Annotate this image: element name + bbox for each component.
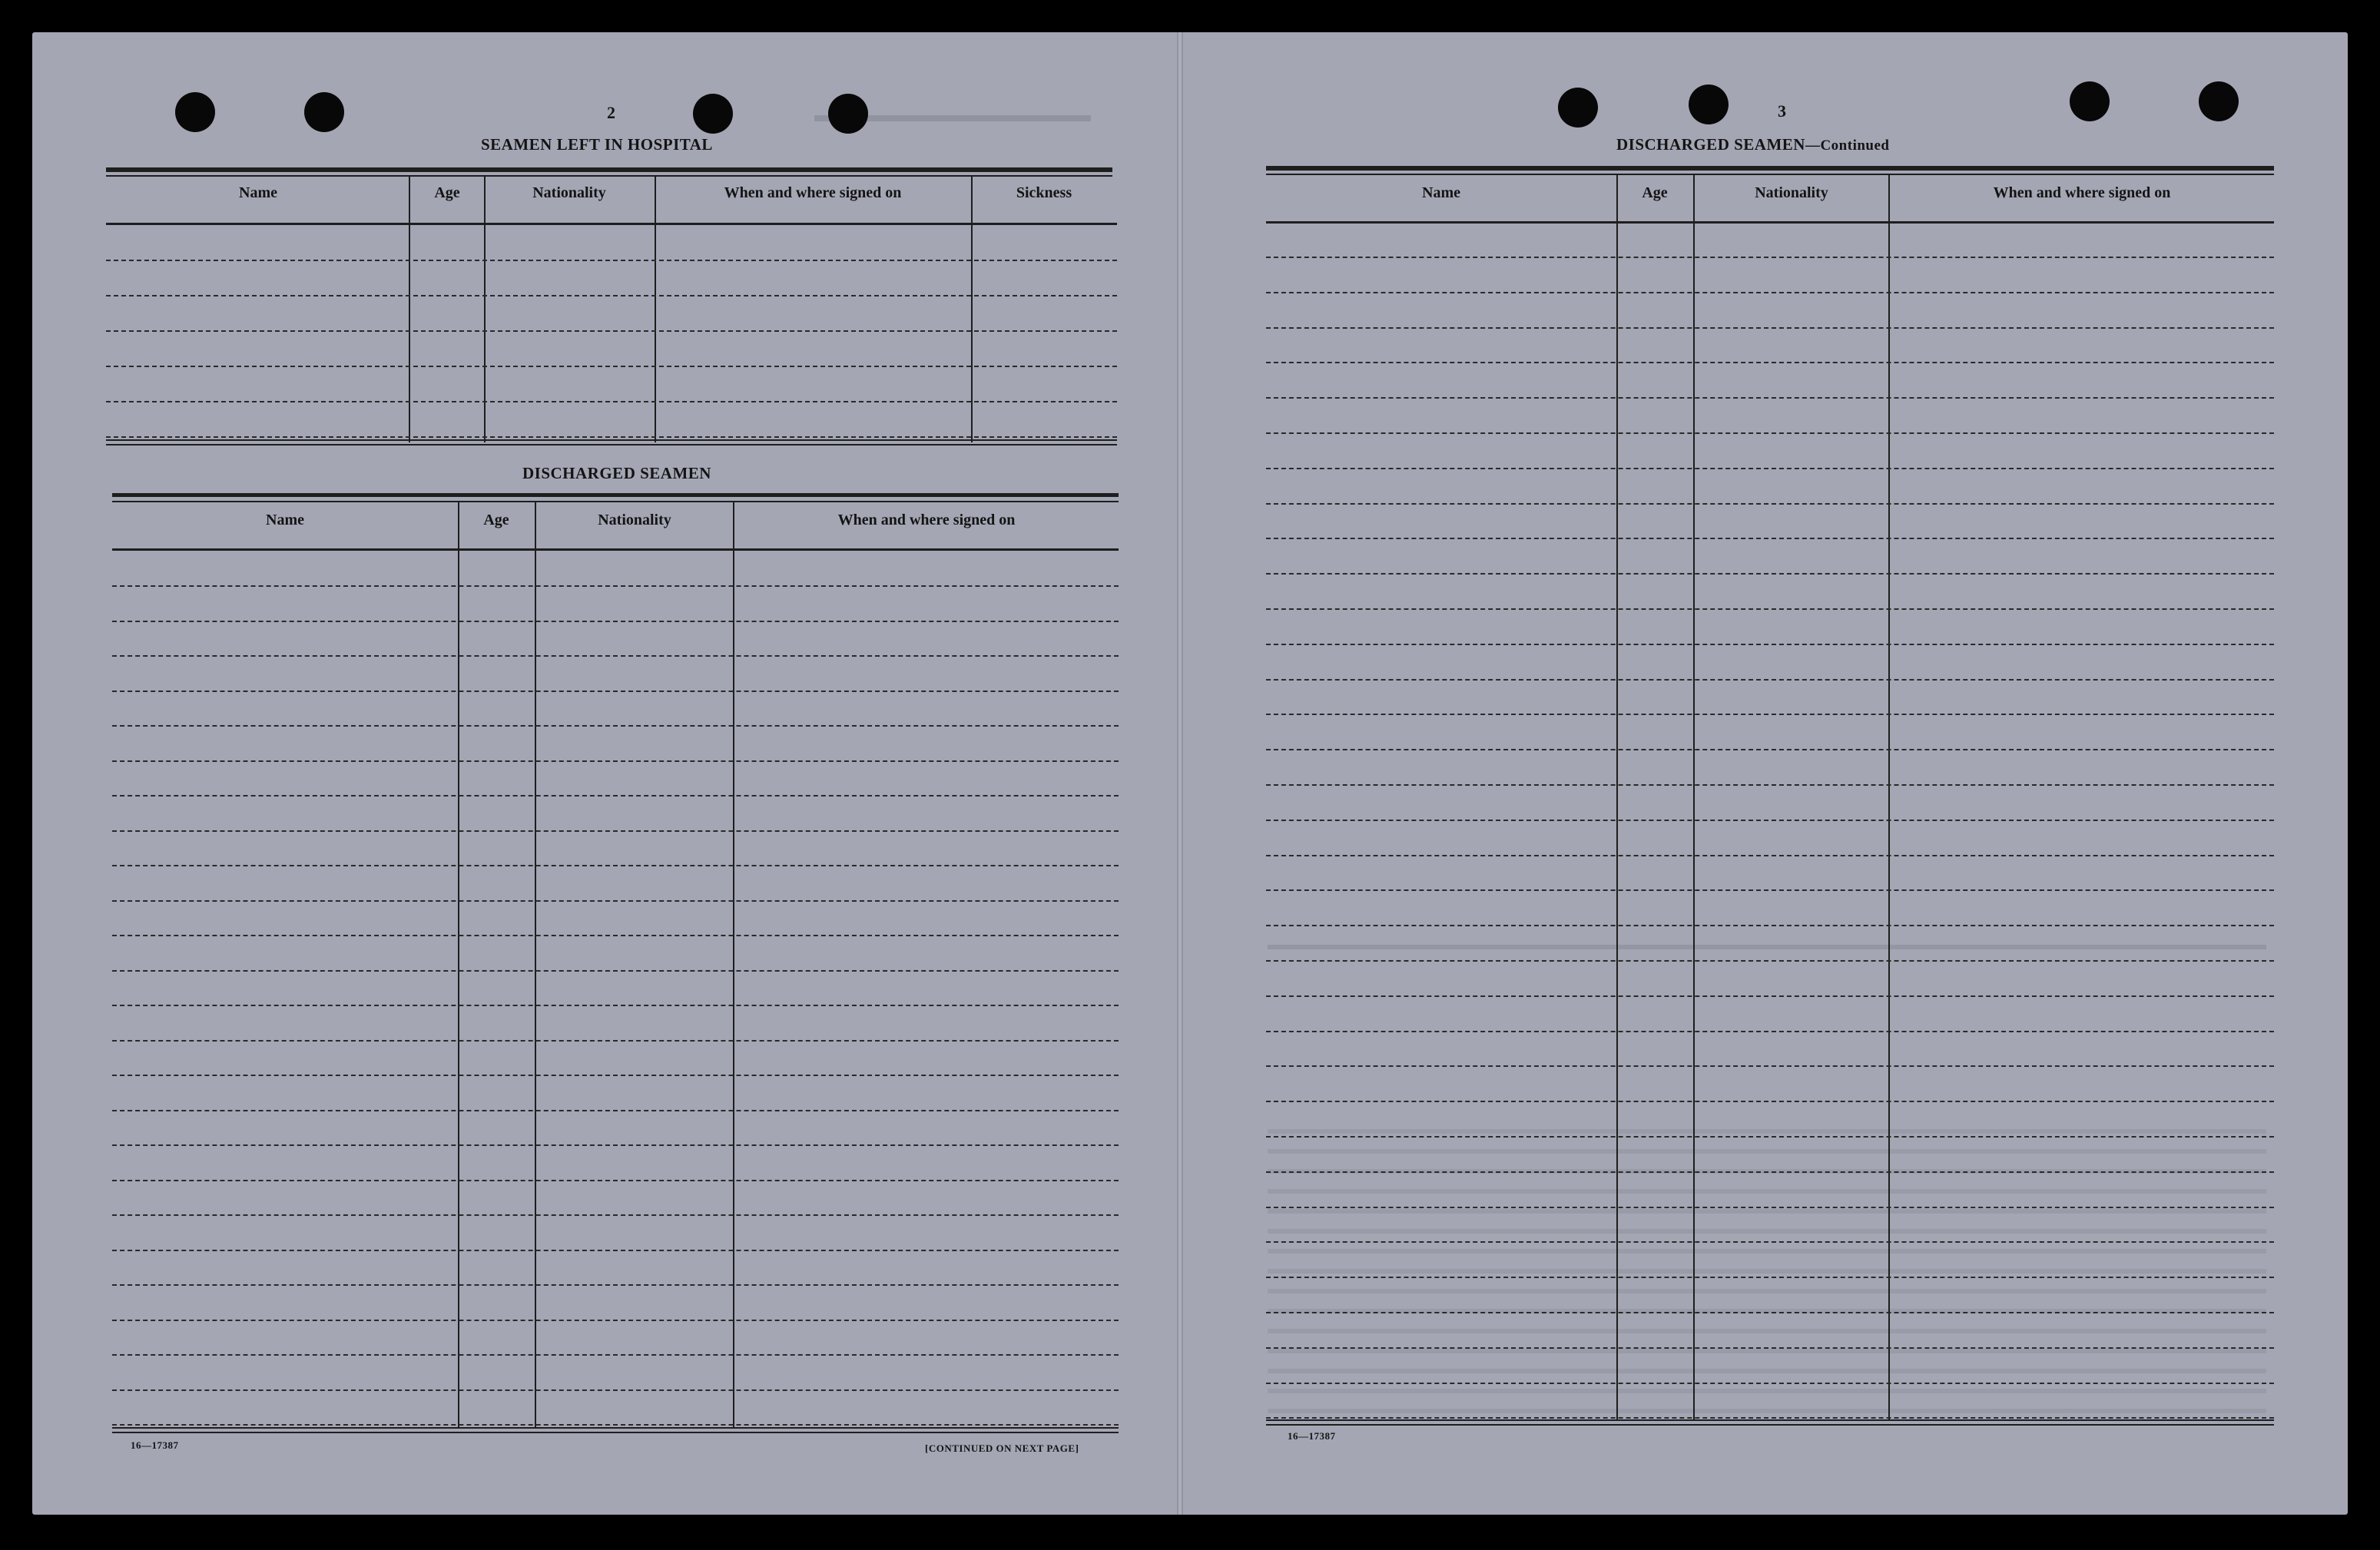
blank-row-line bbox=[112, 1180, 1119, 1181]
continued-column-divider bbox=[1888, 174, 1890, 1421]
column-header-age: Age bbox=[1642, 184, 1668, 201]
blank-row-line bbox=[112, 1354, 1119, 1356]
blank-row-line bbox=[1266, 995, 2274, 997]
continued-bottom-rule bbox=[1266, 1424, 2274, 1426]
punch-hole bbox=[2070, 81, 2110, 121]
blank-row-line bbox=[106, 260, 1117, 261]
blank-row-line bbox=[1266, 784, 2274, 786]
blank-row-line bbox=[1266, 397, 2274, 399]
column-header-name: Name bbox=[239, 184, 277, 201]
discharged-bottom-rule bbox=[112, 1432, 1119, 1433]
blank-row-line bbox=[1266, 1277, 2274, 1278]
blank-row-line bbox=[112, 830, 1119, 832]
discharged-top-rule bbox=[112, 493, 1119, 497]
punch-hole bbox=[304, 92, 344, 132]
blank-row-line bbox=[1266, 889, 2274, 891]
blank-row-line bbox=[112, 691, 1119, 692]
blank-row-line bbox=[1266, 573, 2274, 575]
hospital-top-rule-thin bbox=[106, 175, 1112, 177]
blank-row-line bbox=[112, 1110, 1119, 1111]
hospital-bottom-rule bbox=[106, 439, 1117, 441]
punch-hole bbox=[175, 92, 215, 132]
continued-header-rule bbox=[1266, 221, 2274, 224]
hospital-column-divider bbox=[409, 177, 410, 442]
left-page bbox=[32, 32, 1180, 1515]
punch-hole bbox=[2199, 81, 2239, 121]
punch-hole bbox=[828, 94, 868, 134]
blank-row-line bbox=[112, 900, 1119, 902]
discharged-top-rule-thin bbox=[112, 501, 1119, 502]
blank-row-line bbox=[1266, 1171, 2274, 1173]
blank-row-line bbox=[1266, 1347, 2274, 1349]
blank-row-line bbox=[1266, 292, 2274, 293]
punch-hole bbox=[1689, 84, 1729, 124]
column-header-nationality: Nationality bbox=[598, 512, 671, 528]
form-number: 16—17387 bbox=[131, 1439, 179, 1451]
blank-row-line bbox=[112, 1075, 1119, 1076]
blank-row-line bbox=[112, 1424, 1119, 1426]
column-header-when-where: When and where signed on bbox=[837, 512, 1016, 528]
blank-row-line bbox=[112, 725, 1119, 727]
blank-row-line bbox=[1266, 749, 2274, 750]
bleed-through-mark bbox=[1268, 1129, 2266, 1421]
continued-note: [CONTINUED ON NEXT PAGE] bbox=[925, 1442, 1079, 1454]
blank-row-line bbox=[1266, 538, 2274, 539]
discharged-column-divider bbox=[458, 501, 459, 1429]
blank-row-line bbox=[1266, 1312, 2274, 1313]
blank-row-line bbox=[1266, 432, 2274, 434]
column-header-when-where: When and where signed on bbox=[1993, 184, 2171, 201]
blank-row-line bbox=[1266, 1101, 2274, 1102]
discharged-continued-title-main: DISCHARGED SEAMEN bbox=[1616, 135, 1805, 154]
blank-row-line bbox=[112, 1214, 1119, 1216]
blank-row-line bbox=[112, 865, 1119, 866]
continued-column-divider bbox=[1693, 174, 1695, 1421]
blank-row-line bbox=[106, 401, 1117, 402]
column-header-nationality: Nationality bbox=[532, 184, 606, 201]
hospital-column-divider bbox=[484, 177, 486, 442]
column-header-age: Age bbox=[483, 512, 509, 528]
punch-hole bbox=[693, 94, 733, 134]
hospital-column-divider bbox=[655, 177, 656, 442]
continued-column-divider bbox=[1616, 174, 1618, 1421]
hospital-section-title: SEAMEN LEFT IN HOSPITAL bbox=[481, 135, 713, 154]
column-header-name: Name bbox=[266, 512, 304, 528]
blank-row-line bbox=[112, 1250, 1119, 1251]
blank-row-line bbox=[106, 295, 1117, 296]
page-fold bbox=[1177, 32, 1183, 1515]
hospital-header-rule bbox=[106, 223, 1117, 225]
discharged-bottom-rule bbox=[112, 1427, 1119, 1429]
blank-row-line bbox=[1266, 1207, 2274, 1208]
column-header-age: Age bbox=[434, 184, 460, 201]
blank-row-line bbox=[112, 1144, 1119, 1146]
blank-row-line bbox=[1266, 855, 2274, 856]
column-header-name: Name bbox=[1422, 184, 1460, 201]
bleed-through-mark bbox=[1268, 945, 2266, 949]
discharged-header-rule bbox=[112, 548, 1119, 551]
blank-row-line bbox=[1266, 714, 2274, 715]
blank-row-line bbox=[1266, 644, 2274, 645]
continued-top-rule bbox=[1266, 166, 2274, 171]
discharged-column-divider bbox=[535, 501, 536, 1429]
hospital-bottom-rule bbox=[106, 444, 1117, 445]
discharged-continued-title-suffix: —Continued bbox=[1805, 137, 1890, 154]
blank-row-line bbox=[106, 436, 1117, 438]
discharged-column-divider bbox=[733, 501, 734, 1429]
column-header-when-where: When and where signed on bbox=[724, 184, 902, 201]
blank-row-line bbox=[106, 366, 1117, 367]
column-header-nationality: Nationality bbox=[1755, 184, 1828, 201]
blank-row-line bbox=[1266, 257, 2274, 258]
blank-row-line bbox=[1266, 327, 2274, 329]
punch-hole bbox=[1558, 88, 1598, 128]
blank-row-line bbox=[112, 585, 1119, 587]
blank-row-line bbox=[1266, 608, 2274, 610]
blank-row-line bbox=[112, 621, 1119, 622]
blank-row-line bbox=[112, 1040, 1119, 1042]
blank-row-line bbox=[112, 760, 1119, 762]
blank-row-line bbox=[1266, 1383, 2274, 1384]
page-number: 2 bbox=[607, 103, 615, 122]
blank-row-line bbox=[1266, 1065, 2274, 1067]
blank-row-line bbox=[112, 1389, 1119, 1391]
discharged-section-title: DISCHARGED SEAMEN bbox=[522, 464, 711, 482]
continued-bottom-rule bbox=[1266, 1419, 2274, 1421]
blank-row-line bbox=[1266, 925, 2274, 926]
continued-top-rule-thin bbox=[1266, 174, 2274, 175]
blank-row-line bbox=[1266, 468, 2274, 469]
blank-row-line bbox=[1266, 1031, 2274, 1032]
blank-row-line bbox=[112, 655, 1119, 657]
blank-row-line bbox=[1266, 1241, 2274, 1243]
hospital-column-divider bbox=[971, 177, 973, 442]
blank-row-line bbox=[112, 935, 1119, 936]
blank-row-line bbox=[1266, 1136, 2274, 1138]
blank-row-line bbox=[1266, 820, 2274, 821]
hospital-top-rule bbox=[106, 167, 1112, 172]
blank-row-line bbox=[1266, 960, 2274, 962]
blank-row-line bbox=[112, 1284, 1119, 1286]
blank-row-line bbox=[112, 970, 1119, 972]
page-number: 3 bbox=[1778, 101, 1786, 121]
blank-row-line bbox=[112, 1320, 1119, 1321]
blank-row-line bbox=[1266, 362, 2274, 363]
blank-row-line bbox=[106, 330, 1117, 332]
form-number: 16—17387 bbox=[1288, 1430, 1336, 1442]
blank-row-line bbox=[1266, 503, 2274, 505]
column-header-sickness: Sickness bbox=[1016, 184, 1072, 201]
blank-row-line bbox=[112, 1005, 1119, 1006]
blank-row-line bbox=[1266, 679, 2274, 681]
blank-row-line bbox=[112, 795, 1119, 797]
discharged-continued-title bbox=[1616, 135, 1889, 154]
